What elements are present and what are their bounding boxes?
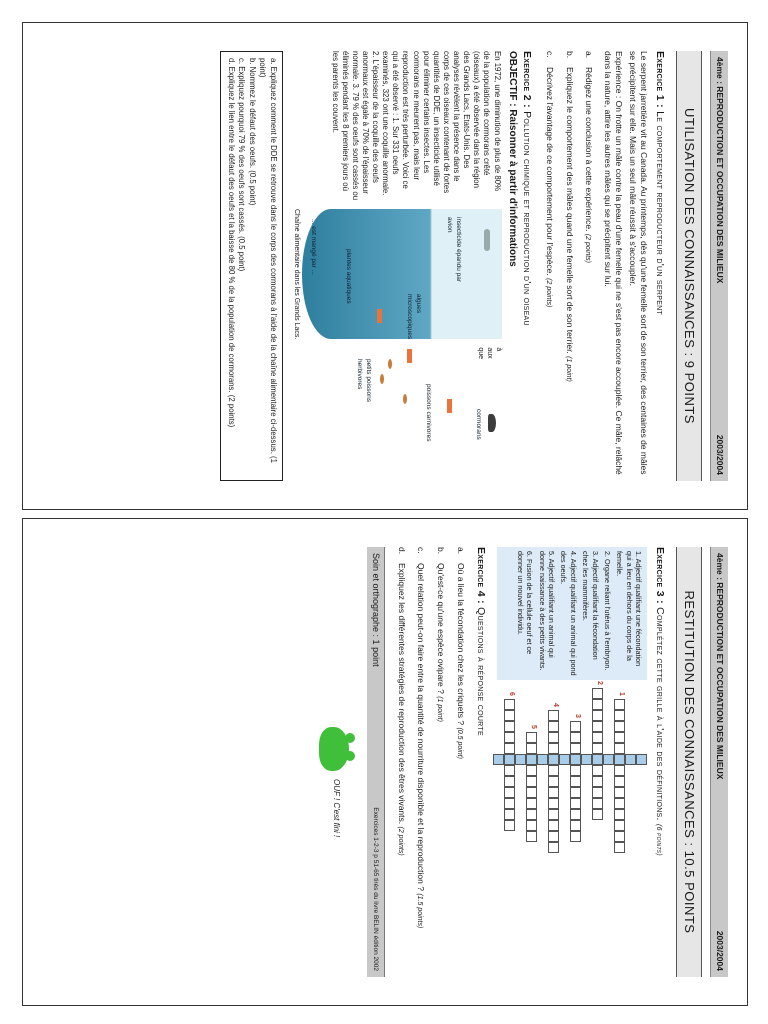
crossword-cell-highlight[interactable] <box>493 754 504 765</box>
ending-area <box>287 547 367 977</box>
exercise-1-subject: Le comportement reproducteur d'un serpent <box>654 107 667 316</box>
crossword-cell[interactable] <box>526 798 537 809</box>
crossword-section <box>497 547 647 977</box>
exercise-2-label: Exercice 2 : <box>521 51 534 108</box>
question-1c <box>543 51 555 481</box>
header-year: 2003/2004 <box>715 930 725 971</box>
question-letter: c. <box>545 51 555 58</box>
crossword-cell-highlight[interactable] <box>603 754 614 765</box>
crossword-cell[interactable] <box>548 809 559 820</box>
crossword-cell[interactable] <box>570 809 581 820</box>
crossword-cell[interactable] <box>614 798 625 809</box>
crossword-cell[interactable] <box>592 699 603 710</box>
footer-credit: Exercices 1-2-3 p 51-65 tirés du livre BELIN édition 2002 <box>372 807 380 971</box>
crossword-cell[interactable] <box>504 820 515 831</box>
question-points: (2 points) <box>396 826 404 856</box>
question-letter: d. <box>396 547 407 555</box>
question-letter: b. <box>436 547 447 555</box>
label-legend: ... est mangé par ... <box>309 219 317 275</box>
exercise-4-subject: Questions à réponse courte <box>475 603 487 736</box>
section-title: UTILISATION DES CONNAISSANCES : 9 POINTS <box>676 51 702 481</box>
question-1b <box>563 51 575 481</box>
label-small-fish: petits poissons herbivores <box>356 359 372 402</box>
crossword-number: 6 <box>508 692 515 696</box>
fish-icon <box>403 394 407 404</box>
page-1-content <box>38 51 728 481</box>
crossword-cell[interactable] <box>548 721 559 732</box>
crossword-cell[interactable] <box>592 787 603 798</box>
crossword-cell-highlight[interactable] <box>548 754 559 765</box>
crossword-cell[interactable] <box>526 732 537 743</box>
label-plants: plantes aquatiques <box>344 249 352 304</box>
crossword-cell[interactable] <box>592 743 603 754</box>
crossword-cell[interactable] <box>614 787 625 798</box>
arrow-icon <box>407 349 412 363</box>
question-points: (2 points) <box>545 278 552 308</box>
crossword-cell[interactable] <box>548 798 559 809</box>
crossword-cell[interactable] <box>504 787 515 798</box>
question-points: (1.5 points) <box>416 893 424 929</box>
crossword-cell[interactable] <box>570 820 581 831</box>
crossword-cell-highlight[interactable] <box>559 754 570 765</box>
exercise-1-experience: Expérience : On frotte un mâle contre la peau d'une femelle qui ne s'est pas encore accouplée. Ce mâle, relâché dans la nature, attire les autres mâles qui se précipitent sur lui. <box>603 51 624 475</box>
crossword-definitions <box>497 547 647 680</box>
question-points: (0.5 point) <box>455 727 463 759</box>
frog-icon <box>319 727 349 771</box>
crossword-cell-highlight[interactable] <box>515 754 526 765</box>
crossword-cell[interactable] <box>592 721 603 732</box>
definition-4: 4. Adjectif qualifiant un animal qui pond des oeufs. <box>559 551 578 676</box>
crossword-cell[interactable] <box>570 831 581 842</box>
crossword-cell[interactable] <box>548 732 559 743</box>
label-carnivore-fish: poissons carnivores <box>424 384 432 442</box>
definition-2: 2. Organe reliant l'utérus à l'embryon. <box>602 551 612 671</box>
question-4a <box>454 547 466 977</box>
exercise-1-title <box>653 51 666 481</box>
crossword-cell[interactable] <box>614 743 625 754</box>
header-year: 2003/2004 <box>715 434 725 475</box>
definition-5: 5. Adjectif qualifiant un animal qui donne naissance à des petits vivants. <box>537 551 557 671</box>
crossword-cell-highlight[interactable] <box>581 754 592 765</box>
question-letter: a. <box>455 547 466 555</box>
crossword-cell[interactable] <box>526 776 537 787</box>
crossword-cell[interactable] <box>592 798 603 809</box>
exercise-2-body <box>291 51 502 481</box>
question-points: (2 points) <box>584 233 592 264</box>
header-course: 4ème : REPRODUCTION ET OCCUPATION DES MILIEUX <box>715 57 725 284</box>
crossword-cell[interactable] <box>504 710 515 721</box>
footer-bar <box>367 547 385 977</box>
question-4c <box>415 547 427 977</box>
crossword-cell[interactable] <box>548 787 559 798</box>
question-4d <box>395 547 407 977</box>
cormorant-icon <box>488 414 496 432</box>
crossword-cell-highlight[interactable] <box>614 754 625 765</box>
figure-caption: Chaîne alimentaire dans les Grands Lacs. <box>292 209 300 340</box>
crossword-cell-highlight[interactable] <box>526 754 537 765</box>
crossword-cell[interactable] <box>548 743 559 754</box>
footer-care-points: Soin et orthographe : 1 point <box>370 553 381 667</box>
exercise-2-questions <box>220 51 283 481</box>
crossword-cell[interactable] <box>504 776 515 787</box>
definition-1: 1. Adjectif qualifiant une fécondation qui a lieu en dehors du corps de la femelle. <box>615 551 643 667</box>
section-title: RESTITUTION DES CONNAISSANCES : 10.5 POINTS <box>676 547 702 977</box>
question-letter: a. <box>584 51 595 59</box>
crossword-cell[interactable] <box>614 732 625 743</box>
crossword-cell[interactable] <box>570 743 581 754</box>
crossword-cell[interactable] <box>592 688 603 699</box>
label-algae: algues microscopiques <box>406 294 422 340</box>
question-text: Expliquez le comportement des mâles quand une femelle sort de son terrier. <box>564 67 575 354</box>
crossword-cell[interactable] <box>526 809 537 820</box>
question-text: Rédigez une conclusion à cette expérience. <box>584 67 595 232</box>
crossword-cell[interactable] <box>548 831 559 842</box>
arrow-icon <box>447 399 452 413</box>
crossword-cell[interactable] <box>548 776 559 787</box>
page-header <box>710 51 728 481</box>
question-text: Expliquez les différentes stratégies de reproduction des êtres vivants. <box>396 563 407 825</box>
crossword-cell[interactable] <box>614 831 625 842</box>
question-points: (1 point) <box>564 356 572 382</box>
crossword-cell[interactable] <box>526 831 537 842</box>
question-2d: d. Expliquez le lien entre le défaut des oeufs et la baisse de 80 % de la population de cormorans. (2 points) <box>226 58 236 428</box>
crossword-cell[interactable] <box>504 743 515 754</box>
crossword-cell-highlight[interactable] <box>636 754 647 765</box>
crossword-cell[interactable] <box>526 787 537 798</box>
crossword-cell[interactable] <box>570 798 581 809</box>
side-text: à aux que <box>477 347 502 360</box>
crossword-cell-highlight[interactable] <box>592 754 603 765</box>
question-text: Décrivez l'avantage de ce comportement pour l'espèce. <box>545 67 555 276</box>
exercise-2-text: En 1972, une diminution de plus de 80% de la population de cormorans crêté (oiseaux) a été observée dans la région des Grands Lacs, Etats-Unis. Des analyses révèlent la présence dans le corps de ces oiseaux contenant de fortes quantités de DDE, un insecticide utilisé pour éliminer certains insectes. Les cormorans ne meurent pas, mais leur reproduction est très perturbée. Voici ce qui a été observé : 1. Sur 331 oeufs examinés, 323 ont une coquille anormale. 2. L'épaisseur de la coquille des oeufs anormaux est égale à 70% de l'épaisseur normale. 3. 79 % des oeufs sont cassés ou éliminés pendant les 8 premiers jours où les parents les couvent. <box>330 51 502 201</box>
crossword-cell[interactable] <box>548 765 559 776</box>
crossword-cell[interactable] <box>504 798 515 809</box>
crossword-cell[interactable] <box>570 732 581 743</box>
crossword-cell-highlight[interactable] <box>504 754 515 765</box>
crossword-cell-highlight[interactable] <box>537 754 548 765</box>
header-course: 4ème : REPRODUCTION ET OCCUPATION DES MILIEUX <box>715 553 725 780</box>
ouf-text: OUF ! C'est fini ! <box>331 779 341 838</box>
crossword-number: 4 <box>552 703 559 707</box>
exercise-3-label: Exercice 3 : <box>654 547 667 604</box>
exercise-2-objective: OBJECTIF : Raisonner à partir d'informations <box>507 51 519 267</box>
crossword-cell[interactable] <box>548 710 559 721</box>
question-text: Qu'est-ce qu'une espèce ovipare ? <box>436 563 447 694</box>
crossword-cell[interactable] <box>592 710 603 721</box>
exercise-1-text: Le serpent jarretière vit au Canada. Au printemps, dès qu'une femelle sort de son terrier, des centaines de mâles se précipitent sur elle. Mais un seul mâle réussit à s'accoupler. <box>628 51 649 475</box>
crossword-number: 2 <box>596 681 603 685</box>
crossword-cell[interactable] <box>614 721 625 732</box>
worksheet-page-1 <box>22 22 748 510</box>
question-4b <box>434 547 446 977</box>
crossword-grid <box>497 681 647 908</box>
question-2b: b. Nommez le défaut des oeufs. (0.5 point) <box>247 58 257 206</box>
crossword-cell[interactable] <box>504 732 515 743</box>
page-2-content <box>38 547 728 977</box>
exercise-1-label: Exercice 1 : <box>654 51 667 108</box>
crossword-cell[interactable] <box>570 721 581 732</box>
question-text: Quel relation peut-on faire entre la quantité de nourriture disponible et la reproduction ? <box>416 563 427 891</box>
crossword-cell[interactable] <box>526 743 537 754</box>
exercise-3-title <box>653 547 666 977</box>
question-1a <box>583 51 595 481</box>
question-2a: a. Expliquez comment le DDE se retrouve dans le corps des cormorans à l'aide de la chaîne alimentaire ci-dessus. (1 point) <box>258 58 278 463</box>
crossword-cell[interactable] <box>504 699 515 710</box>
crossword-cell[interactable] <box>614 820 625 831</box>
label-insecticide: insecticide épandu par avion <box>446 217 462 283</box>
worksheet-page-2 <box>22 518 748 1006</box>
exercise-2-title <box>520 51 533 481</box>
crossword-cell[interactable] <box>614 776 625 787</box>
question-letter: c. <box>416 547 427 554</box>
crossword-cell[interactable] <box>526 820 537 831</box>
exercise-4-label: Exercice 4 : <box>475 547 487 604</box>
crossword-cell[interactable] <box>614 765 625 776</box>
crossword-cell[interactable] <box>592 776 603 787</box>
crossword-number: 1 <box>618 692 625 696</box>
question-2c: c. Expliquez pourquoi 79 % des oeufs sont cassés. (0.5 point) <box>237 58 247 272</box>
crossword-cell[interactable] <box>614 710 625 721</box>
exercise-3-points: (6 points) <box>655 823 663 857</box>
fish-icon <box>380 374 384 384</box>
crossword-cell[interactable] <box>570 765 581 776</box>
definition-6: 6. Fusion de la cellule oeuf et ce donner un nouvel individu. <box>516 551 535 655</box>
crossword-cell[interactable] <box>570 776 581 787</box>
crossword-cell[interactable] <box>592 732 603 743</box>
crossword-number: 3 <box>574 714 581 718</box>
fish-icon <box>388 359 392 369</box>
exercise-4-title <box>474 547 487 977</box>
crossword-cell[interactable] <box>504 809 515 820</box>
crossword-cell[interactable] <box>504 721 515 732</box>
crossword-cell[interactable] <box>526 765 537 776</box>
crossword-cell[interactable] <box>548 842 559 853</box>
question-text: Où a lieu la fécondation chez les criquets ? <box>455 563 466 726</box>
definition-3: 3. Adjectif qualifiant la fécondation chez les mammifères. <box>581 551 600 660</box>
page-header <box>710 547 728 977</box>
crossword-cell[interactable] <box>570 787 581 798</box>
crossword-cell-highlight[interactable] <box>570 754 581 765</box>
label-cormorant: cormorans <box>474 409 482 440</box>
arrow-icon <box>377 309 382 323</box>
crossword-cell[interactable] <box>548 820 559 831</box>
crossword-cell[interactable] <box>592 809 603 820</box>
crossword-cell[interactable] <box>614 842 625 853</box>
exercise-2-subject: Pollution chimique et reproduction d'un oiseau <box>521 107 534 326</box>
exercise-3-subject: Complétez cette grille à l'aide des définitions. <box>654 603 667 821</box>
question-letter: b. <box>564 51 575 59</box>
question-points: (1 point) <box>436 696 444 722</box>
crossword-cell-highlight[interactable] <box>625 754 636 765</box>
crossword-cell[interactable] <box>592 765 603 776</box>
crossword-number: 5 <box>530 725 537 729</box>
crossword-cell[interactable] <box>614 699 625 710</box>
crossword-cell[interactable] <box>504 765 515 776</box>
airplane-icon <box>484 229 490 251</box>
crossword-cell[interactable] <box>614 809 625 820</box>
